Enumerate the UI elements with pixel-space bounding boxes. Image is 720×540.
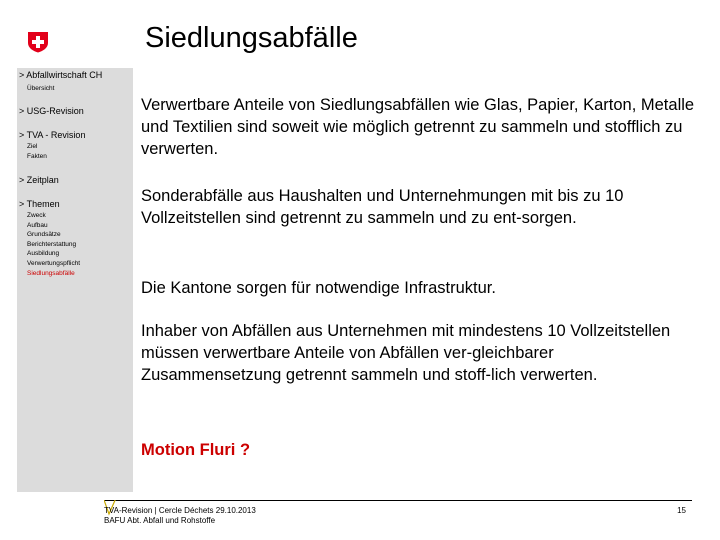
nav-subitem-uebersicht[interactable]: Übersicht <box>27 85 55 92</box>
footer-divider <box>104 500 692 501</box>
nav-subitem-zweck[interactable]: Zweck <box>27 212 46 219</box>
nav-item-tva-revision[interactable]: > TVA - Revision <box>19 130 86 140</box>
nav-subitem-siedlungsabfaelle[interactable]: Siedlungsabfälle <box>27 269 75 277</box>
footer-info <box>104 506 256 526</box>
nav-item-zeitplan[interactable]: > Zeitplan <box>19 175 59 185</box>
nav-item-usg-revision[interactable]: > USG-Revision <box>19 106 84 116</box>
paragraph-inhaber: Inhaber von Abfällen aus Unternehmen mit mindestens 10 Vollzeitstellen müssen verwertbare Anteile von Abfällen ver-gleichbarer Zusammensetzung getrennt sammeln und stoff-lich verwerten. <box>141 322 671 384</box>
nav-subitem-ausbildung[interactable]: Ausbildung <box>27 250 60 258</box>
nav-item-abfallwirtschaft[interactable]: > Abfallwirtschaft CH <box>19 70 103 80</box>
nav-subitem-ziel[interactable]: Ziel <box>27 143 38 150</box>
motion-fluri-highlight: Motion Fluri ? <box>141 441 251 459</box>
page-number: 15 <box>677 506 686 515</box>
sidebar-nav <box>17 68 133 492</box>
footer-line-2: BAFU Abt. Abfall und Rohstoffe <box>104 516 216 525</box>
nav-subitem-berichterstattung[interactable]: Berichterstattung <box>27 240 77 248</box>
swiss-cross-icon <box>27 31 49 53</box>
paragraph-sonderabfaelle: Sonderabfälle aus Haushalten und Unternehmungen mit bis zu 10 Vollzeitstellen sind getrennt zu sammeln und zu ent-sorgen. <box>141 187 624 227</box>
nav-subitem-aufbau[interactable]: Aufbau <box>27 221 48 229</box>
page-title: Siedlungsabfälle <box>145 22 358 54</box>
nav-subitem-grundsaetze[interactable]: Grundsätze <box>27 231 61 239</box>
nav-item-themen[interactable]: > Themen <box>19 199 60 209</box>
nav-subitem-verwertungspflicht[interactable]: Verwertungspflicht <box>27 260 81 267</box>
nav-subitem-fakten[interactable]: Fakten <box>27 153 47 160</box>
paragraph-kantone: Die Kantone sorgen für notwendige Infrastruktur. <box>141 279 496 297</box>
paragraph-verwertbare-anteile: Verwertbare Anteile von Siedlungsabfällen wie Glas, Papier, Karton, Metalle und Textilien sind soweit wie möglich getrennt zu sammeln und stofflich zu verwerten. <box>141 96 695 158</box>
footer-line-1: TVA-Revision | Cercle Déchets 29.10.2013 <box>104 506 256 515</box>
